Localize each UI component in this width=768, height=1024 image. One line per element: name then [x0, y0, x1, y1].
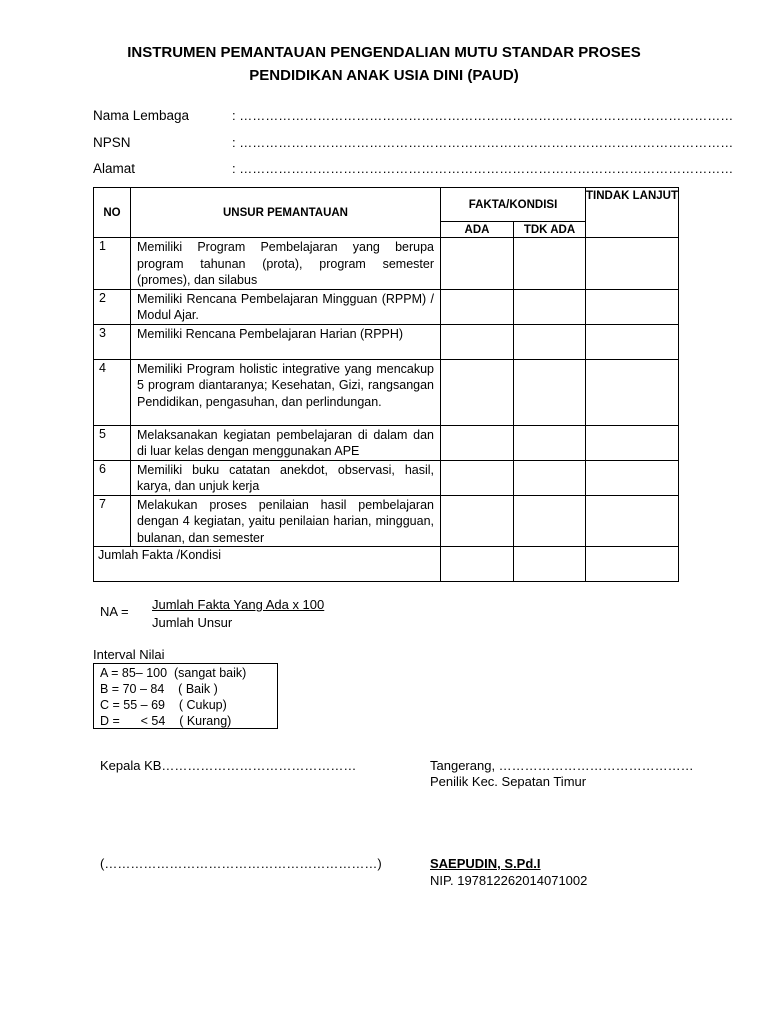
- cell-tdk-ada[interactable]: [514, 324, 586, 359]
- field-value: : ……………………………………………………………………………………………………: [232, 135, 734, 150]
- total-ada[interactable]: [441, 547, 514, 582]
- cell-tdk-ada[interactable]: [514, 238, 586, 290]
- row-text: Melaksanakan kegiatan pembelajaran di dalam dan di luar kelas dengan menggunakan APE: [131, 425, 441, 460]
- document-title-line2: PENDIDIKAN ANAK USIA DINI (PAUD): [249, 67, 519, 84]
- cell-ada[interactable]: [441, 359, 514, 425]
- interval-item: A = 85– 100 (sangat baik): [100, 666, 247, 680]
- table-row: [94, 460, 679, 495]
- header-ada: ADA: [441, 222, 514, 238]
- header-unsur: UNSUR PEMANTAUAN: [131, 188, 441, 238]
- total-tindak[interactable]: [586, 547, 679, 582]
- header-fakta: FAKTA/KONDISI: [441, 188, 586, 222]
- table-total-row: [94, 547, 679, 582]
- row-number: 6: [94, 460, 131, 495]
- interval-item: D = < 54 ( Kurang): [100, 714, 232, 728]
- table-row: [94, 238, 679, 290]
- row-number: 3: [94, 324, 131, 359]
- cell-tdk-ada[interactable]: [514, 495, 586, 547]
- row-text: Memiliki Program holistic integrative yang mencakup 5 program diantaranya; Kesehatan, Gizi, rangsangan Pendidikan, pengasuhan, dan perlindungan.: [131, 359, 441, 425]
- field-label: Alamat: [93, 161, 136, 176]
- cell-ada[interactable]: [441, 495, 514, 547]
- signature-left-title: Kepala KB………………………………………: [100, 758, 357, 773]
- formula-label: NA =: [100, 604, 129, 619]
- total-label: Jumlah Fakta /Kondisi: [94, 547, 441, 582]
- row-text: Memiliki Program Pembelajaran yang berupa program tahunan (prota), program semester (promes), dan silabus: [131, 238, 441, 290]
- field-value: : ……………………………………………………………………………………………………: [232, 108, 734, 123]
- cell-ada[interactable]: [441, 289, 514, 324]
- interval-item: B = 70 – 84 ( Baik ): [100, 682, 218, 696]
- row-number: 5: [94, 425, 131, 460]
- cell-ada[interactable]: [441, 324, 514, 359]
- row-text: Memiliki Rencana Pembelajaran Mingguan (RPPM) / Modul Ajar.: [131, 289, 441, 324]
- row-text: Memiliki buku catatan anekdot, observasi, hasil, karya, dan unjuk kerja: [131, 460, 441, 495]
- row-number: 2: [94, 289, 131, 324]
- cell-tindak[interactable]: [586, 289, 679, 324]
- cell-tindak[interactable]: [586, 495, 679, 547]
- table-row: [94, 324, 679, 359]
- row-number: 4: [94, 359, 131, 425]
- document-title-line1: INSTRUMEN PEMANTAUAN PENGENDALIAN MUTU STANDAR PROSES: [127, 44, 641, 61]
- signature-right-role: Penilik Kec. Sepatan Timur: [430, 774, 587, 789]
- cell-tdk-ada[interactable]: [514, 460, 586, 495]
- signature-left-name: (………………………………………………………): [100, 856, 382, 871]
- cell-tdk-ada[interactable]: [514, 359, 586, 425]
- interval-item: C = 55 – 69 ( Cukup): [100, 698, 227, 712]
- cell-tindak[interactable]: [586, 425, 679, 460]
- cell-ada[interactable]: [441, 238, 514, 290]
- cell-ada[interactable]: [441, 425, 514, 460]
- row-text: Memiliki Rencana Pembelajaran Harian (RPPH): [131, 324, 441, 359]
- field-nama-lembaga: [93, 108, 734, 123]
- table-row: [94, 495, 679, 547]
- formula-denominator: Jumlah Unsur: [152, 615, 233, 630]
- header-no: NO: [94, 188, 131, 238]
- cell-tdk-ada[interactable]: [514, 289, 586, 324]
- signature-right-name: SAEPUDIN, S.Pd.I: [430, 856, 541, 871]
- header-tindak: TINDAK LANJUT: [586, 188, 679, 238]
- interval-box: [93, 663, 278, 729]
- cell-tindak[interactable]: [586, 324, 679, 359]
- signature-right-place: Tangerang, ………………………………………: [430, 758, 694, 773]
- header-tdk-ada: TDK ADA: [514, 222, 586, 238]
- cell-tindak[interactable]: [586, 359, 679, 425]
- monitoring-table: [93, 187, 679, 582]
- field-npsn: [93, 135, 734, 150]
- cell-tindak[interactable]: [586, 460, 679, 495]
- table-row: [94, 289, 679, 324]
- field-label: Nama Lembaga: [93, 108, 190, 123]
- row-number: 1: [94, 238, 131, 290]
- table-row: [94, 425, 679, 460]
- total-tdk-ada[interactable]: [514, 547, 586, 582]
- interval-title: Interval Nilai: [93, 647, 165, 662]
- row-text: Melakukan proses penilaian hasil pembelajaran dengan 4 kegiatan, yaitu penilaian harian, mingguan, bulanan, dan semester: [131, 495, 441, 547]
- cell-tindak[interactable]: [586, 238, 679, 290]
- field-label: NPSN: [93, 135, 131, 150]
- field-alamat: [93, 161, 734, 176]
- cell-tdk-ada[interactable]: [514, 425, 586, 460]
- table-row: [94, 359, 679, 425]
- signature-right-nip: NIP. 197812262014071002: [430, 873, 588, 888]
- field-value: : ……………………………………………………………………………………………………: [232, 161, 734, 176]
- row-number: 7: [94, 495, 131, 547]
- cell-ada[interactable]: [441, 460, 514, 495]
- formula-numerator: Jumlah Fakta Yang Ada x 100: [152, 597, 325, 612]
